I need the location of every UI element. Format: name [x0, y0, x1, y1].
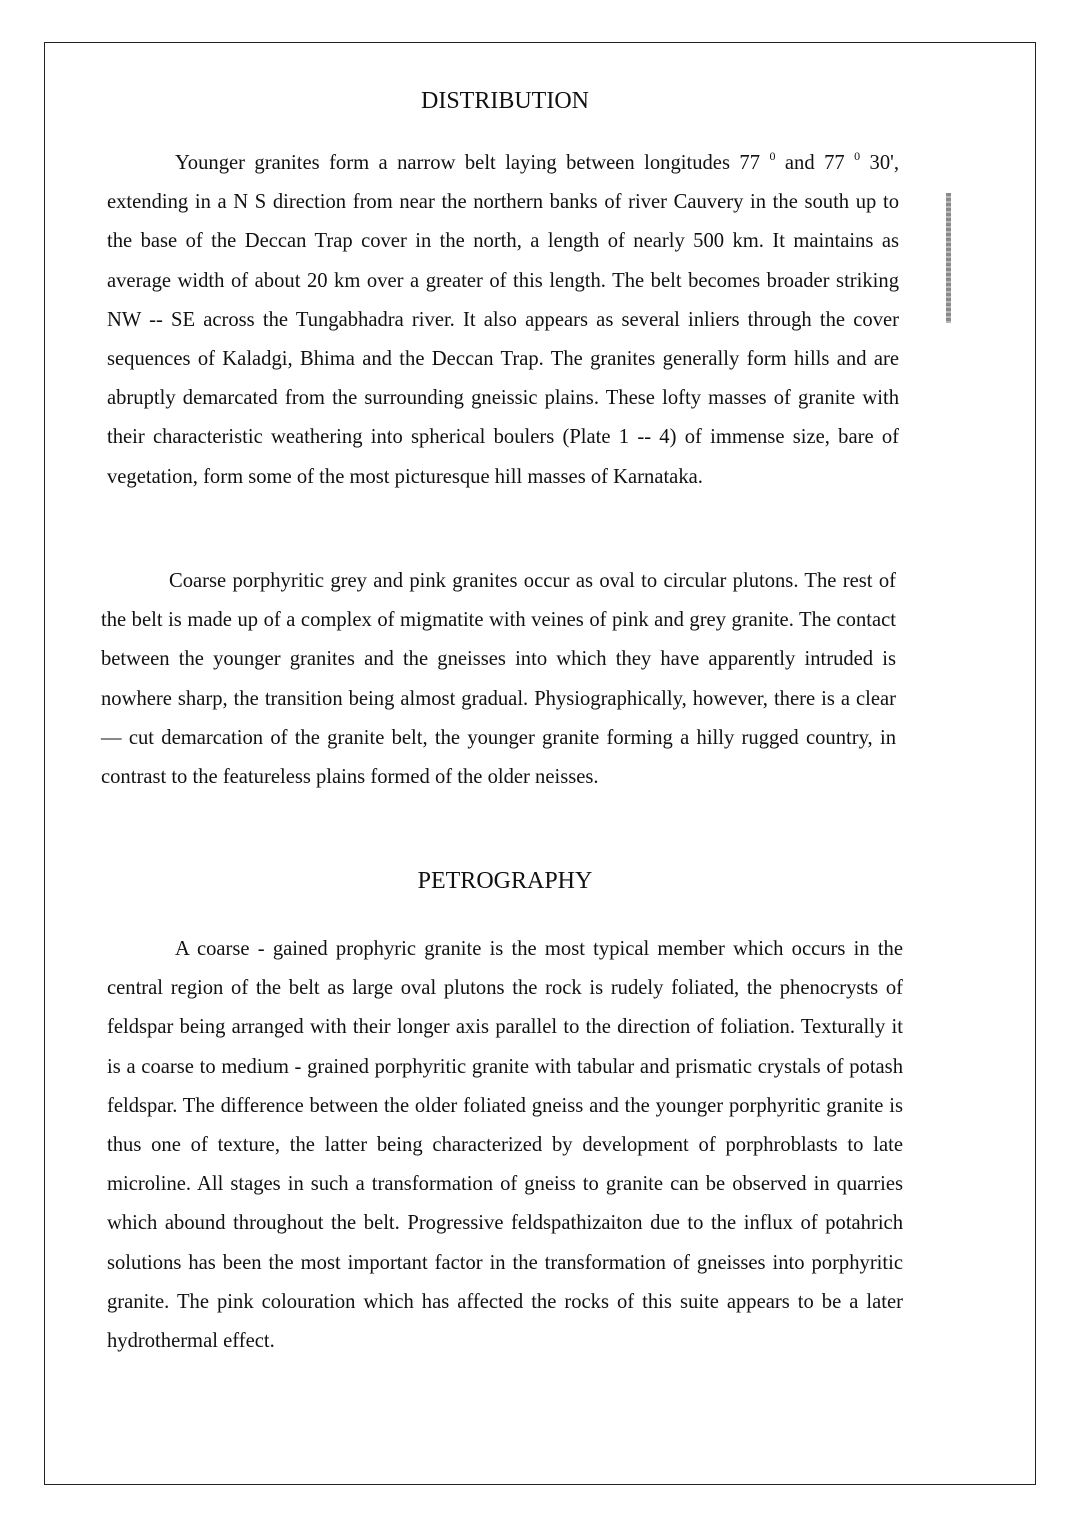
distribution-p1-text-end: 30', extending in a N S direction from near the northern banks of river Cauvery in the south up to the base of the Deccan Trap cover in the north, a length of nearly 500 km. It maintains as average width of about 20 km over a greater of this length. The belt becomes broader striking NW -- SE across the Tungabhadra river. It also appears as several inliers through the cover sequences of Kaladgi, Bhima and the Deccan Trap. The granites generally form hills and are abruptly demarcated from the surrounding gneissic plains. These lofty masses of granite with their characteristic weathering into spherical boulers (Plate 1 -- 4) of immense size, bare of vegetation, form some of the most picturesque hill masses of Karnataka.	[107, 152, 900, 488]
distribution-paragraph-1	[107, 144, 899, 497]
distribution-paragraph-2: Coarse porphyritic grey and pink granites occur as oval to circular plutons. The rest of the belt is made up of a complex of migmatite with veines of pink and grey granite. The contact between the younger granites and the gneisses into which they have apparently intruded is nowhere sharp, the transition being almost gradual. Physiographically, however, there is a clear — cut demarcation of the granite belt, the younger granite forming a hilly rugged country, in contrast to the featureless plains formed of the older neisses.	[101, 570, 896, 789]
distribution-p1-text-mid: and 77	[775, 152, 855, 174]
distribution-p1-text-start: Younger granites form a narrow belt laying between longitudes 77	[175, 152, 770, 174]
margin-change-bar	[946, 193, 951, 323]
degree-superscript-1: 0	[769, 149, 776, 163]
heading-petrography: PETROGRAPHY	[417, 868, 593, 894]
heading-distribution: DISTRIBUTION	[421, 88, 589, 114]
petrography-paragraph-1: A coarse - gained prophyric granite is the most typical member which occurs in the central region of the belt as large oval plutons the rock is rudely foliated, the phenocrysts of feldspar being arranged with their longer axis parallel to the direction of foliation. Texturally it is a coarse to medium - grained porphyritic granite with tabular and prismatic crystals of potash feldspar. The difference between the older foliated gneiss and the younger porphyritic granite is thus one of texture, the latter being characterized by development of porphroblasts to late microline. All stages in such a transformation of gneiss to granite can be observed in quarries which abound throughout the belt. Progressive feldspathizaiton due to the influx of potahrich solutions has been the most important factor in the transformation of gneisses into porphyritic granite. The pink colouration which has affected the rocks of this suite appears to be a later hydrothermal effect.	[107, 938, 903, 1353]
degree-superscript-2: 0	[854, 149, 861, 163]
